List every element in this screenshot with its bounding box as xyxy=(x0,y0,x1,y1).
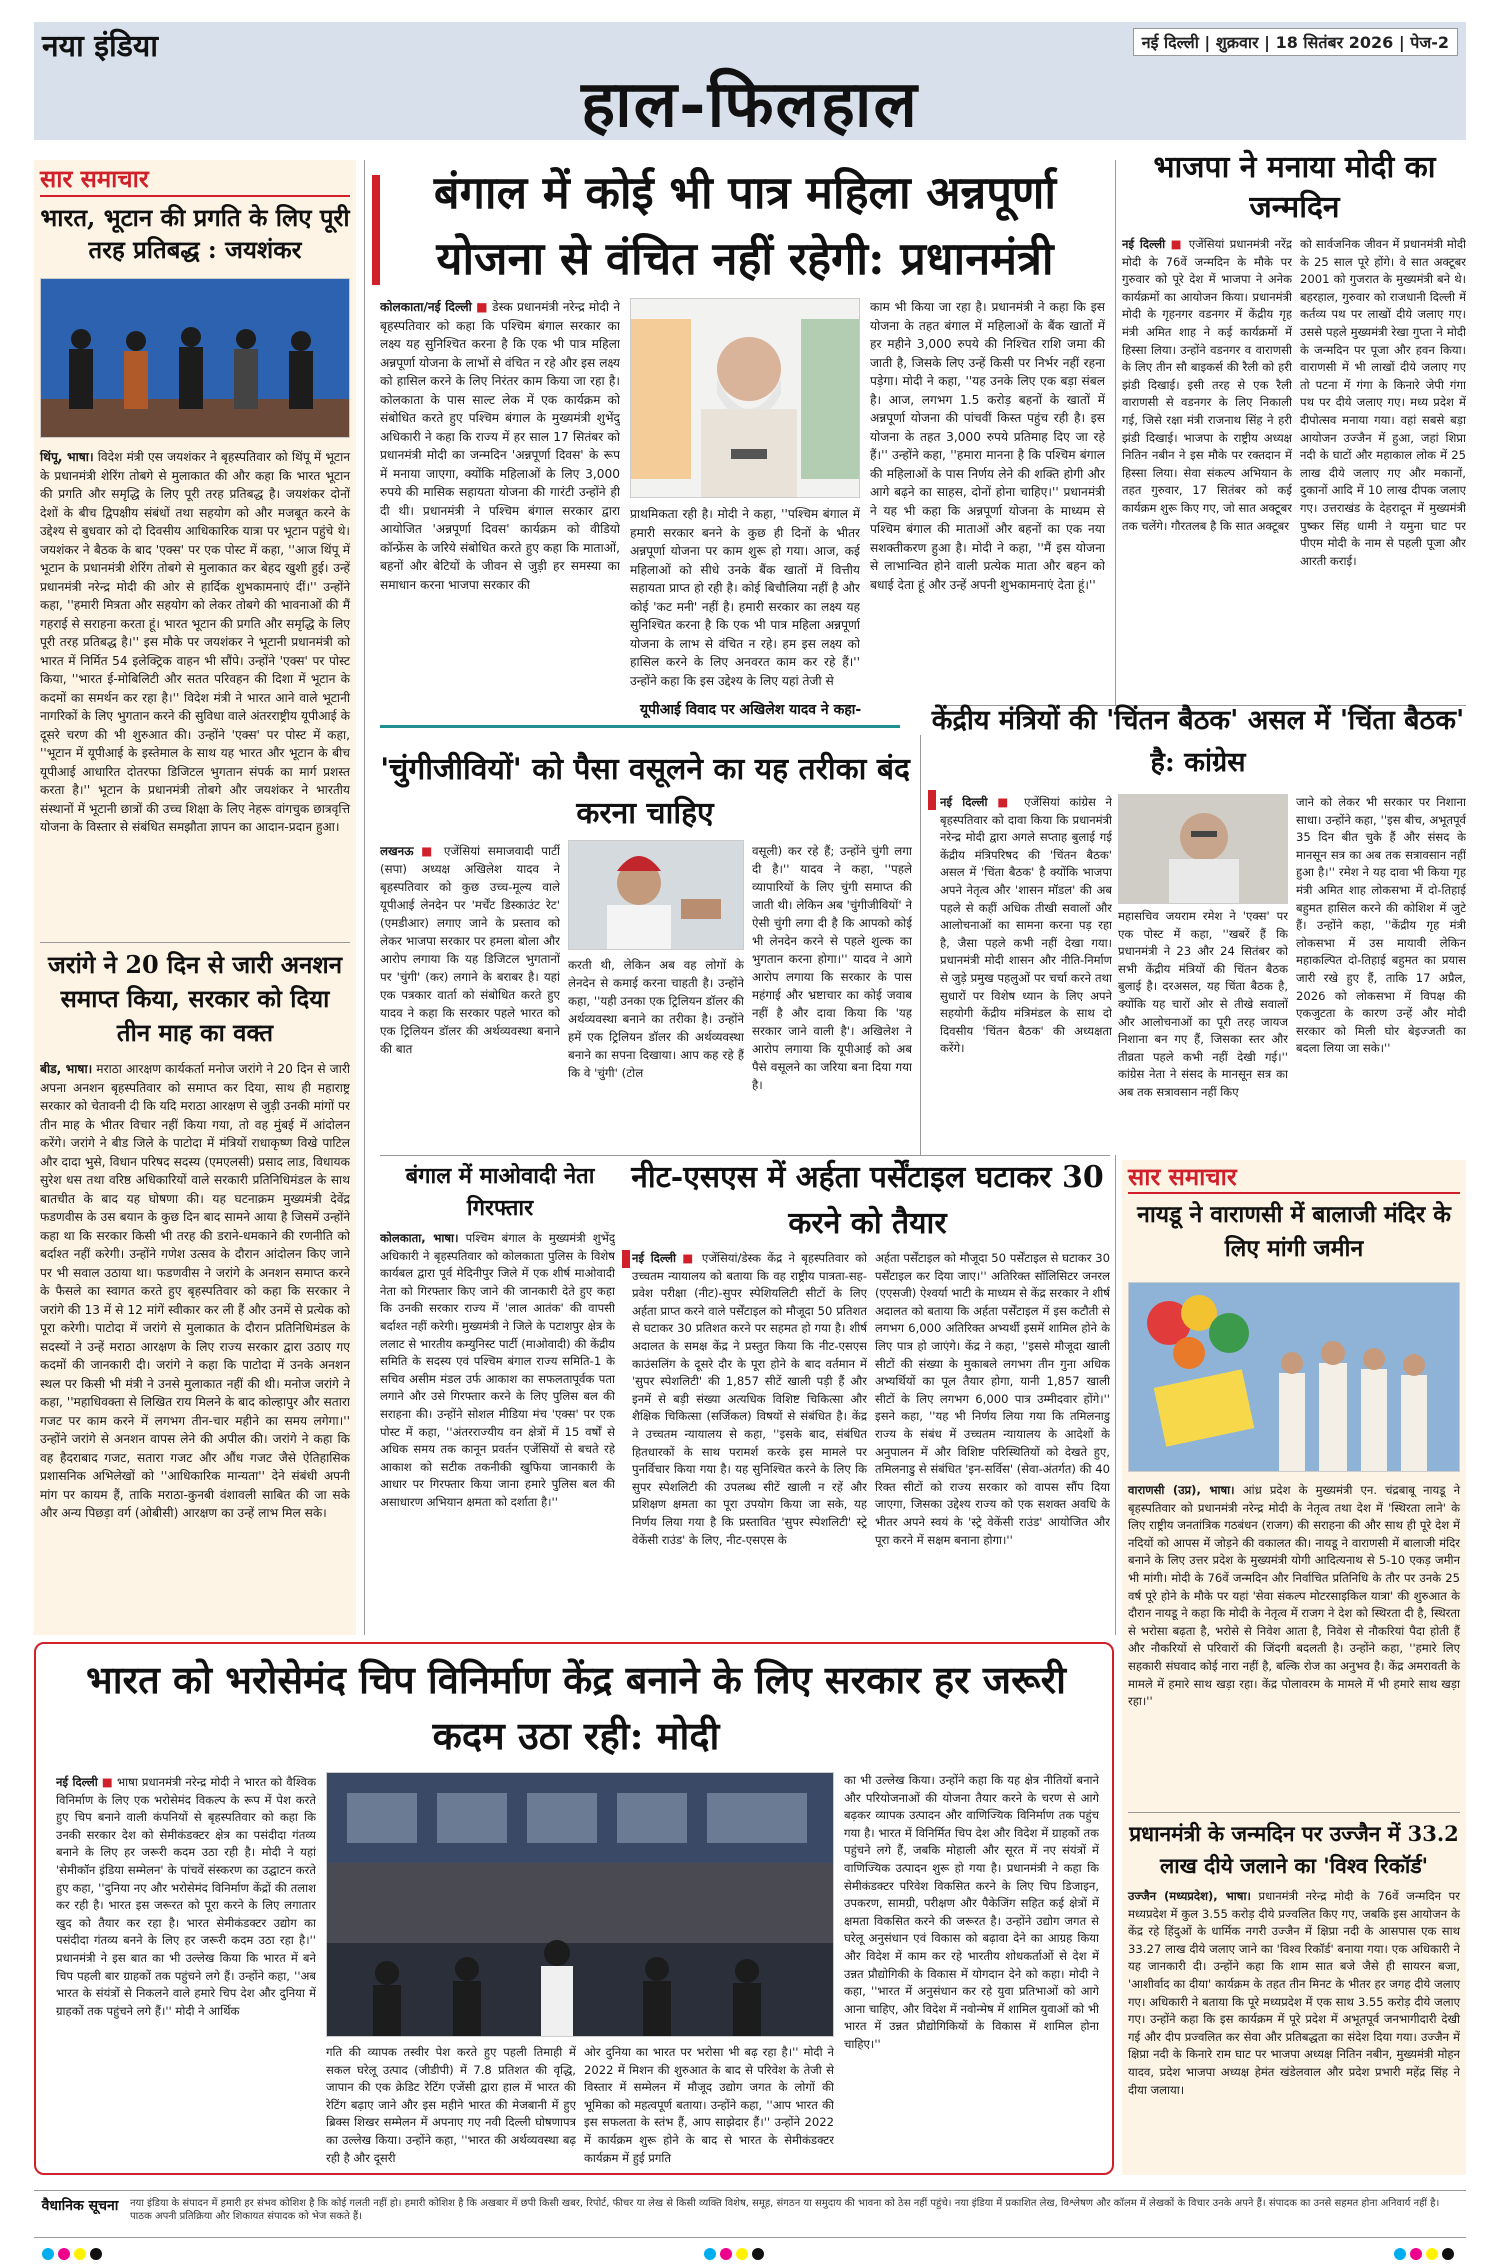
lead-headline: बंगाल में कोई भी पात्र महिला अन्नपूर्णा योजना से वंचित नहीं रहेगी: प्रधानमंत्री xyxy=(433,166,1057,285)
akhilesh-col-2 xyxy=(568,956,744,1152)
dateline: कोलकाता, भाषा। xyxy=(380,1231,459,1245)
red-marker xyxy=(622,1250,630,1268)
story-body xyxy=(40,1060,350,1625)
story-text: विदेश मंत्री एस जयशंकर ने बृहस्पतिवार को थिंपू में भूटान के प्रधानमंत्री शेरिंग तोबगे से मुलाकात की और कहा कि भारत भूटान की प्रगति और समृद्धि के लिए पूरी तरह प्रतिबद्ध है। जयशंकर दोनों देशों के बीच द्विपक्षीय संबंधों तथा सहयोग को और मजबूत करने के उद्देश्य से बुधवार को दो दिवसीय आधिकारिक यात्रा पर भूटान पहुंचे थे। जयशंकर ने बैठक के बाद 'एक्स' पर एक पोस्ट में कहा, ''आज थिंपू में भूटान के प्रधानमंत्री शेरिंग तोबगे से मुलाकात कर बेहद खुशी हुई। उन्हें प्रधानमंत्री नरेन्द्र मोदी की ओर से हार्दिक शुभकामनाएं दीं।'' उन्होंने कहा, ''हमारी मित्रता और सहयोग को लेकर तोबगे की भावनाओं की मैं गहराई से सराहना करता हूं। भारत भूटान की प्रगति और समृद्धि के लिए पूरी तरह प्रतिबद्ध है।'' इस मौके पर जयशंकर ने भूटानी प्रधानमंत्री को भारत में निर्मित 54 इलेक्ट्रिक वाहन भी सौंपे। उन्होंने 'एक्स' पर पोस्ट किया, ''भारत ई-मोबिलिटी और सतत परिवहन की दिशा में भूटान के कदमों का समर्थन कर रहा है।'' विदेश मंत्री ने भारत आने वाले भूटानी नागरिकों के लिए भुगतान करने की सुविधा वाले अंतरराष्ट्रीय यूपीआई के दूसरे चरण की भी शुरुआत की। उन्होंने 'एक्स' पर पोस्ट में कहा, ''भूटान में यूपीआई के इस्तेमाल के साथ यह भारत और भूटान के बीच यूपीआई आधारित दोतरफा डिजिटल भुगतान संपर्क का मार्ग प्रशस्त करता है।'' भूटान के प्रधानमंत्री तोबगे और जयशंकर ने भारतीय संस्थानों में भूटानी छात्रों की उच्च शिक्षा के लिए नेहरू वांगचुक छात्रवृत्ति योजना के विस्तार से संबंधित समझौता ज्ञापन का आदान-प्रदान हुआ। xyxy=(40,450,350,834)
dateline: कोलकाता/नई दिल्ली xyxy=(380,300,472,314)
maoist-headline: बंगाल में माओवादी नेता गिरफ्तार xyxy=(405,1163,595,1221)
story-text: का भी उल्लेख किया। उन्होंने कहा कि यह क्षेत्र नीतियों बनाने और परियोजनाओं की योजना तैयार करने के चरण से आगे बढ़कर व्यापक उत्पादन और वाणिज्यिक विनिर्माण तक पहुंच गया है। भारत में विनिर्मित चिप देश और विदेश में ग्राहकों तक पहुंचने लगे हैं, जबकि मोहाली और सूरत में नए संयंत्रों में वाणिज्यिक उत्पादन शुरू हो गया है। प्रधानमंत्री ने कहा कि सेमीकंडक्टर परिवेश विकसित करने के लिए चिप डिजाइन, उपकरण, सामग्री, परीक्षण और पैकेजिंग सहित कई क्षेत्रों में क्षमता विकसित करने की जरूरत है। उन्होंने उद्योग जगत से घरेलू अनुसंधान एवं विकास को बढ़ावा देने का आग्रह किया और विदेश में काम कर रहे भारतीय शोधकर्ताओं से देश में उन्नत प्रौद्योगिकी के विकास में योगदान देने को कहा। मोदी ने कहा, ''भारत में अनुसंधान कर रहे युवा प्रतिभाओं को आगे आना चाहिए, और विदेश में नवोन्मेष में शामिल युवाओं को भी भारत में उन्नत प्रौद्योगिकियों के विकास में शामिल होना चाहिए।'' xyxy=(844,1773,1099,2051)
chip-col-1: नई दिल्ली ■ भाषा प्रधानमंत्री नरेन्द्र मोदी ने भारत को वैश्विक विनिर्माण के लिए एक भरोसेमंद विकल्प के रूप में पेश करते हुए चिप बनाने वाली कंपनियों से बृहस्पतिवार को कहा कि उनकी सरकार देश को सेमीकंडक्टर क्षेत्र का पसंदीदा गंतव्य बनाने के लिए हर जरूरी कदम उठा रही है। मोदी ने यहां 'सेमीकॉन इंडिया सम्मेलन' के पांचवें संस्करण का उद्घाटन करते हुए कहा, ''दुनिया नए और भरोसेमंद विनिर्माण केंद्रों की तलाश कर रही है। भारत इस जरूरत को पूरा करने के लिए लगातार खुद को तैयार कर रहा है। भारत सेमीकंडक्टर उद्योग का पसंदीदा गंतव्य बनने के लिए हर जरूरी कदम उठा रहा है।'' प्रधानमंत्री ने इस बात का भी उल्लेख किया कि भारत में बने चिप पहली बार ग्राहकों तक पहुंचने लगे हैं। उन्होंने कहा, ''अब भारत के संयंत्रों से निकलने वाले हमारे चिप देश और दुनिया में ग्राहकों तक पहुंचने लगे हैं।'' मोदी ने आर्थिक xyxy=(56,1775,316,2018)
story-text: केंद्र ने बृहस्पतिवार को उच्चतम न्यायालय को बताया कि वह राष्ट्रीय पात्रता-सह-प्रवेश परीक्षा (नीट)-सुपर स्पेशियलिटी सीटों के लिए अर्हता प्राप्त करने वाले पर्सेंटाइल को मौजूदा 50 प्रतिशत से घटाकर 30 प्रतिशत करने पर सहमत हो गया है। शीर्ष अदालत के समक्ष केंद्र ने प्रस्तुत किया कि नीट-एसएस काउंसलिंग के दूसरे दौर के पूरा होने के बाद वर्तमान में 'सुपर स्पेशलिटी' की 1,857 सीटें खाली पड़ी हैं और इनमें से बड़ी संख्या अत्यधिक विशिष्ट चिकित्सा और शैक्षिक चिकित्सा (सर्जिकल) विषयों से संबंधित है। केंद्र ने उच्चतम न्यायालय से कहा, ''इसके बाद, संबंधित हितधारकों के साथ परामर्श करके इस मामले पर पुनर्विचार किया गया है। यह सुनिश्चित करने के लिए कि सुपर स्पेशलिटी की उपलब्ध सीटें खाली न रहें और प्रशिक्षण क्षमता का पूरा उपयोग किया जा सके, यह निर्णय लिया गया है कि प्रस्तावित 'सुपर स्पेशलिटी' स्ट्रे वेकेंसी राउंड' के लिए, नीट-एसएस के xyxy=(632,1251,867,1547)
section-label: सार समाचार xyxy=(40,164,149,193)
bjp-col-2 xyxy=(1300,236,1466,701)
agency: डेस्क xyxy=(492,300,513,314)
story-text: महासचिव जयराम रमेश ने 'एक्स' पर एक पोस्ट में कहा, ''खबरें हैं कि प्रधानमंत्री ने 23 और 24 सितंबर को सभी केंद्रीय मंत्रियों की चिंतन बैठक बुलाई है। दरअसल, यह चिंता बैठक है, क्योंकि यह चारों ओर से तीखे सवालों और आलोचनाओं का पूरी तरह जायज निशाना बन गए हैं, जिसका स्तर और तीव्रता पहले कभी नहीं देखी गई।'' कांग्रेस नेता ने संसद के मानसून सत्र का अब तक सत्रावसान नहीं किए xyxy=(1118,909,1288,1099)
dateline: नई दिल्ली xyxy=(56,1775,98,1789)
story-text: वसूली) कर रहे हैं; उन्होंने चुंगी लगा दी है।'' यादव ने कहा, ''पहले व्यापारियों के लिए चुंगी समाप्त की जाती थी। लेकिन अब 'चुंगीजीवियों' ने ऐसी चुंगी लगा दी है कि आपको कोई भी लेनदेन करने से पहले शुल्क का भुगतान करना होगा।'' यादव ने आगे आरोप लगाया कि सरकार के पास महंगाई और भ्रष्टाचार का कोई जवाब नहीं है और दावा किया कि 'यह सरकार जाने वाली है'। अखिलेश ने आरोप लगाया कि यूपीआई को अब पैसे वसूलने का जरिया बना दिया गया है। xyxy=(752,844,912,1092)
lead-col-2 xyxy=(630,505,860,718)
ujjain-body xyxy=(1128,1888,1460,2099)
logo: नया इंडिया xyxy=(42,29,158,64)
section-title: हाल-फिलहाल xyxy=(581,67,919,142)
story-text: जाने को लेकर भी सरकार पर निशाना साधा। उन्होंने कहा, ''इस बीच, अभूतपूर्व 35 दिन बीत चुके हैं और संसद के मानसून सत्र का अब तक सत्रावसान नहीं हुआ है।'' रमेश ने यह दावा भी किया गृह मंत्री अमित शाह लोकसभा में दो-तिहाई बहुमत हासिल करने की कोशिश में जुटे हैं। उन्होंने कहा, ''केंद्रीय गृह मंत्री लोकसभा में उस मायावी लेकिन महाकल्पित दो-तिहाई बहुमत का प्रयास जारी रखे हुए हैं, ताकि 17 अप्रैल, 2026 को लोकसभा में विपक्ष की एकजुटता के कारण उन्हें और मोदी सरकार को मिली घोर बेइज्जती का बदला लिया जा सके।'' xyxy=(1296,795,1466,1056)
naidu-body xyxy=(1128,1482,1460,1711)
naidu-photo xyxy=(1128,1282,1460,1472)
story-text: करती थी, लेकिन अब वह लोगों के लेनदेन से कमाई करना चाहती है। उन्होंने कहा, ''यही उनका एक ट्रिलियन डॉलर की अर्थव्यवस्था बनाने का तरीका है। उन्होंने हमें एक ट्रिलियन डॉलर की अर्थव्यवस्था बनाने का सपना दिखाया। आप कह रहे हैं कि वे 'चुंगी' (टोल xyxy=(568,958,744,1080)
story-headline: भारत, भूटान की प्रगति के लिए पूरी तरह प्रतिबद्ध : जयशंकर xyxy=(40,203,350,264)
portrait-illustration xyxy=(569,841,744,950)
red-marker xyxy=(372,175,380,285)
story-text: प्राथमिकता रही है। मोदी ने कहा, ''पश्चिम बंगाल में हमारी सरकार बनने के कुछ ही दिनों के भीतर अन्नपूर्णा योजना पर काम शुरू हो गया। आज, कई महिलाओं को सीधे उनके बैंक खातों में वित्तीय सहायता प्राप्त हो रही है। कोई बिचौलिया नहीं है और कोई 'कट मनी' नहीं है। हमारी सरकार का लक्ष्य यह सुनिश्चित करना है कि एक भी पात्र महिला अन्नपूर्णा योजना के लाभ से वंचित न रहे। हम इस लक्ष्य को हासिल करने के लिए अनवरत काम कर रहे हैं।'' उन्होंने कहा कि इस उद्देश्य के लिए यहां तेजी से xyxy=(630,507,860,688)
teal-rule xyxy=(380,725,900,728)
dateline: वाराणसी (उप्र), भाषा। xyxy=(1128,1483,1235,1497)
story-text: गति की व्यापक तस्वीर पेश करते हुए पहली तिमाही में सकल घरेलू उत्पाद (जीडीपी) में 7.8 प्रतिशत की वृद्धि, जापान की एक क्रेडिट रेटिंग एजेंसी द्वारा हाल में भारत की रेटिंग बढ़ाए जाने और इस महीने भारत की मेजबानी में हुए ब्रिक्स शिखर सम्मेलन में अपनाए गए नवी दिल्ली घोषणापत्र का उल्लेख किया। उन्होंने कहा, ''भारत की अर्थव्यवस्था बढ़ रही है और दूसरी xyxy=(326,2045,576,2165)
akhilesh-col-1: लखनऊ ■ एजेंसियां समाजवादी पार्टी (सपा) अध्यक्ष अखिलेश यादव ने बृहस्पतिवार को कुछ उच्च-मूल्य वाले यूपीआई लेनदेन पर 'मर्चेंट डिस्काउंट रेट' (एमडीआर) लगाए जाने के प्रस्ताव को लेकर भाजपा सरकार पर हमला बोला और आरोप लगाया कि यह डिजिटल भुगतानों पर 'चुंगी' (कर) लगाने के बराबर है। यहां एक पत्रकार वार्ता को संबोधित करते हुए यादव ने कहा कि सरकार पहले भारत को एक ट्रिलियन डॉलर की अर्थव्यवस्था बनाने की बात xyxy=(380,844,560,1056)
column-rule xyxy=(364,160,365,1635)
congress-headline: केंद्रीय मंत्रियों की 'चिंतन बैठक' असल में 'चिंता बैठक' है: कांग्रेस xyxy=(931,705,1465,778)
story-text: काम भी किया जा रहा है। प्रधानमंत्री ने कहा कि इस योजना के तहत बंगाल में महिलाओं के बैंक खातों में हर महीने 3,000 रुपये की निश्चित राशि जमा की जाती है, जिसके लिए उन्हें किसी पर निर्भर नहीं रहना पड़ेगा। मोदी ने कहा, ''यह उनके लिए एक बड़ा संबल है। आज, लगभग 1.5 करोड़ बहनों के खातों में अन्नपूर्णा योजना की पांचवीं किस्त पहुंच रही है। इस योजना के तहत 3,000 रुपये प्रतिमाह दिए जा रहे हैं।'' उन्होंने कहा, ''हमारा मानना है कि पश्चिम बंगाल की महिलाओं के पास निर्णय लेने की शक्ति होगी और आगे बढ़ने का साहस, दोनों होना चाहिए।'' प्रधानमंत्री ने यह भी कहा कि अन्नपूर्णा योजना के माध्यम से पश्चिम बंगाल की माताओं और बहनों का एक नया सशक्तीकरण हुआ है। मोदी ने कहा, ''मैं इस योजना से लाभान्वित होने वाली प्रत्येक माता और बहन को बधाई देता हूं और उन्हें अपनी शुभकामनाएं देता हूं।'' xyxy=(870,300,1105,592)
chip-col-4 xyxy=(844,1772,1099,2169)
agency: एजेंसियां xyxy=(1024,795,1060,809)
registration-marks xyxy=(40,2246,1460,2260)
bjp-col-1: नई दिल्ली ■ एजेंसियां प्रधानमंत्री नरेंद्र मोदी के 76वें जन्मदिन के मौके पर गुरुवार को पूरे देश में भाजपा ने अनेक कार्यक्रमों का आयोजन किया। प्रधानमंत्री मोदी के गृहनगर वडनगर में केंद्रीय गृह मंत्री अमित शाह ने कई कार्यक्रमों में हिस्सा लिया। उन्होंने वडनगर व वाराणसी के लिए तीन सौ बाइकर्स की रैली को हरी झंडी दिखाई। इसी तरह से एक रैली वाराणसी से वडनगर के लिए निकाली गई, जिसे रक्षा मंत्री राजनाथ सिंह ने हरी झंडी दिखाई। भाजपा के राष्ट्रीय अध्यक्ष नितिन नबीन ने इस मौके पर रक्तदान में हिस्सा लिया। सेवा संकल्प अभियान के तहत गुरुवार, 17 सितंबर को कई कार्यक्रम शुरू किए गए, जो सात अक्टूबर तक चलेंगे। गौरतलब है कि सात अक्टूबर xyxy=(1122,237,1292,533)
column-rule xyxy=(1115,1155,1116,1635)
label-rule xyxy=(1128,1192,1460,1194)
story-text: पश्चिम बंगाल के मुख्यमंत्री शुभेंदु अधिकारी ने बृहस्पतिवार को कोलकाता पुलिस के विशेष कार्यबल द्वारा पूर्व मेदिनीपुर जिले में एक शीर्ष माओवादी नेता को गिरफ्तार किए जाने की जानकारी देते हुए कहा कि उनकी सरकार राज्य में 'लाल आतंक' की वापसी बर्दाश्त नहीं करेगी। मुख्यमंत्री ने जिले के पटाशपुर क्षेत्र के ललाट से भारतीय कम्युनिस्ट पार्टी (माओवादी) की केंद्रीय समिति के सदस्य एवं पश्चिम बंगाल राज्य समिति-1 के सचिव असीम मंडल उर्फ आकाश का सफलतापूर्वक पता लगाने और उसे गिरफ्तार करने के लिए पुलिस बल की सराहना की। उन्होंने सोशल मीडिया मंच 'एक्स' पर एक पोस्ट में कहा, ''अंतरराज्यीय वन क्षेत्रों में 15 वर्षों से अधिक समय तक कानून प्रवर्तन एजेंसियों से बचते रहे आकाश को सटीक तकनीकी खुफिया जानकारी के आधार पर गिरफ्तार किया जाना हमारे पुलिस बल की असाधारण अभियान क्षमता को दर्शाता है।'' xyxy=(380,1231,615,1509)
lead-col-3 xyxy=(870,298,1105,718)
footer-text: नया इंडिया के संपादन में हमारी हर संभव कोशिश है कि कोई गलती नहीं हो। हमारी कोशिश है कि अखबार में छपी किसी खबर, रिपोर्ट, फीचर या लेख से किसी व्यक्ति विशेष, समूह, संगठन या समुदाय की भावना को ठेस नहीं पहुंचे। नया इंडिया में प्रकाशित लेख, विश्लेषण और कॉलम में लेखकों के विचार उनके अपने हैं। संपादक का उनसे सहमत होना अनिवार्य नहीं है। पाठक अपनी प्रतिक्रिया और शिकायत संपादक को भेज सकते हैं। xyxy=(130,2198,1440,2222)
crowd-illustration xyxy=(1129,1283,1460,1472)
story-text: ओर दुनिया का भारत पर भरोसा भी बढ़ रहा है।'' मोदी ने 2022 में मिशन की शुरुआत के बाद से परिवेश के तेजी से विस्तार में सम्मेलन में मौजूद उद्योग जगत के लोगों की भूमिका को महत्वपूर्ण बताया। उन्होंने कहा, ''आप भारत की इस सफलता के स्तंभ हैं, आप साझेदार हैं।'' उन्होंने 2022 में कार्यक्रम शुरू होने के बाद से भारत के सेमीकंडक्टर कार्यक्रम में हुई प्रगति xyxy=(584,2045,834,2165)
masthead xyxy=(34,22,1466,140)
dateline: लखनऊ xyxy=(380,844,414,858)
divider xyxy=(1128,1812,1460,1813)
lead-col-1: कोलकाता/नई दिल्ली ■ डेस्क प्रधानमंत्री नरेन्द्र मोदी ने बृहस्पतिवार को कहा कि पश्चिम बंगाल सरकार का लक्ष्य यह सुनिश्चित करना है कि एक भी पात्र महिला अन्नपूर्णा योजना के लाभों से वंचित न रहे और इस लक्ष्य को हासिल करने के लिए निरंतर काम किया जा रहा है। कोलकाता के पास साल्ट लेक में एक कार्यक्रम को संबोधित करते हुए पश्चिम बंगाल के मुख्यमंत्री शुभेंदु अधिकारी ने कहा कि राज्य में हर साल 17 सितंबर को प्रधानमंत्री मोदी का जन्मदिन 'अन्नपूर्णा दिवस' के रूप में मनाया जाएगा, क्योंकि महिलाओं के लिए 3,000 रुपये की मासिक सहायता योजना की गारंटी उन्होंने ही दी थी। प्रधानमंत्री ने पश्चिम बंगाल सरकार द्वारा आयोजित 'अन्नपूर्णा दिवस' कार्यक्रम को वीडियो कॉन्फ्रेंस के जरिये संबोधित करते हुए कहा कि माताओं, बहनों और बेटियों के जीवन से जुड़ी हर समस्या का समाधान करना भाजपा सरकार की xyxy=(380,300,620,592)
agency: एजेंसियां xyxy=(443,844,481,858)
news-photo xyxy=(40,278,350,438)
chip-col-3 xyxy=(584,2044,834,2169)
footer xyxy=(34,2190,1466,2238)
agency: एजेंसियां/डेस्क xyxy=(701,1251,762,1265)
story-text: प्रधानमंत्री नरेन्द्र मोदी ने बृहस्पतिवार को कहा कि पश्चिम बंगाल सरकार का लक्ष्य यह सुनिश्चित करना है कि एक भी पात्र महिला अन्नपूर्णा योजना के लाभों से वंचित न रहे और इस लक्ष्य को हासिल करने के लिए निरंतर काम किया जा रहा है। कोलकाता के पास साल्ट लेक में एक कार्यक्रम को संबोधित करते हुए पश्चिम बंगाल के मुख्यमंत्री शुभेंदु अधिकारी ने कहा कि राज्य में हर साल 17 सितंबर को प्रधानमंत्री मोदी का जन्मदिन 'अन्नपूर्णा दिवस' के रूप में मनाया जाएगा, क्योंकि महिलाओं के लिए 3,000 रुपये की मासिक सहायता योजना की गारंटी उन्होंने ही दी थी। प्रधानमंत्री ने पश्चिम बंगाल सरकार द्वारा आयोजित 'अन्नपूर्णा दिवस' कार्यक्रम को वीडियो कॉन्फ्रेंस के जरिये संबोधित करते हुए कहा कि माताओं, बहनों और बेटियों के जीवन से जुड़ी हर समस्या का समाधान करना भाजपा सरकार की xyxy=(380,300,620,592)
chip-col-2 xyxy=(326,2044,576,2169)
dateline: नई दिल्ली xyxy=(1122,237,1166,251)
story-text: प्रधानमंत्री नरेन्द्र मोदी ने भारत को वैश्विक विनिर्माण के लिए एक भरोसेमंद विकल्प के रूप में पेश करते हुए चिप बनाने वाली कंपनियों से बृहस्पतिवार को कहा कि उनकी सरकार देश को सेमीकंडक्टर क्षेत्र का पसंदीदा गंतव्य बनाने के लिए हर जरूरी कदम उठा रही है। मोदी ने यहां 'सेमीकॉन इंडिया सम्मेलन' के पांचवें संस्करण का उद्घाटन करते हुए कहा, ''दुनिया नए और भरोसेमंद विनिर्माण केंद्रों की तलाश कर रही है। भारत इस जरूरत को पूरा करने के लिए लगातार खुद को तैयार कर रहा है। भारत सेमीकंडक्टर उद्योग का पसंदीदा गंतव्य बनने के लिए हर जरूरी कदम उठा रहा है।'' प्रधानमंत्री ने इस बात का भी उल्लेख किया कि भारत में बने चिप पहली बार ग्राहकों तक पहुंचने लगे हैं। उन्होंने कहा, ''अब भारत के संयंत्रों से निकलने वाले हमारे चिप देश और दुनिया में ग्राहकों तक पहुंचने लगे हैं।'' मोदी ने आर्थिक xyxy=(56,1775,316,2018)
story-text: कांग्रेस ने बृहस्पतिवार को दावा किया कि प्रधानमंत्री नरेन्द्र मोदी द्वारा अगले सप्ताह बुलाई गई केंद्रीय मंत्रिपरिषद की 'चिंतन बैठक' असल में 'चिंता बैठक' है क्योंकि भाजपा अपने नेतृत्व और 'शासन मॉडल' की अब पहले से कहीं अधिक तीखी सवालों और आलोचनाओं का सामना करना पड़ रहा है, जैसा पहले कभी नहीं देखा गया। प्रधानमंत्री मोदी शासन और नीति-निर्माण से जुड़े प्रमुख पहलुओं पर चर्चा करने तथा सुधारों पर विशेष ध्यान के लिए अपने सहयोगी केंद्रीय मंत्रिमंडल के साथ दो दिवसीय 'चिंतन बैठक' की अध्यक्षता करेंगे। xyxy=(940,795,1112,1056)
left-column xyxy=(34,160,356,1635)
people-illustration xyxy=(41,279,350,438)
column-rule xyxy=(920,735,921,1155)
story-text: प्रधानमंत्री नरेंद्र मोदी के 76वें जन्मदिन के मौके पर गुरुवार को पूरे देश में भाजपा ने अनेक कार्यक्रमों का आयोजन किया। प्रधानमंत्री मोदी के गृहनगर वडनगर में केंद्रीय गृह मंत्री अमित शाह ने कई कार्यक्रमों में हिस्सा लिया। उन्होंने वडनगर व वाराणसी के लिए तीन सौ बाइकर्स की रैली को हरी झंडी दिखाई। इसी तरह से एक रैली वाराणसी से वडनगर के लिए निकाली गई, जिसे रक्षा मंत्री राजनाथ सिंह ने हरी झंडी दिखाई। भाजपा के राष्ट्रीय अध्यक्ष नितिन नबीन ने इस मौके पर रक्तदान में हिस्सा लिया। सेवा संकल्प अभियान के तहत गुरुवार, 17 सितंबर को कई कार्यक्रम शुरू किए गए, जो सात अक्टूबर तक चलेंगे। गौरतलब है कि सात अक्टूबर xyxy=(1122,237,1292,533)
speaker-illustration xyxy=(631,299,860,498)
chip-story-box xyxy=(34,1642,1114,2175)
portrait-illustration xyxy=(1119,795,1288,904)
congress-col-3 xyxy=(1296,794,1466,1152)
dateline: बीड, भाषा। xyxy=(40,1062,93,1076)
jairam-photo xyxy=(1118,794,1288,904)
ujjain-headline: प्रधानमंत्री के जन्मदिन पर उज्जैन में 33.2 लाख दीये जलाने का 'विश्व रिकॉर्ड' xyxy=(1129,1821,1459,1878)
akhilesh-headline: 'चुंगीजीवियों' को पैसा वसूलने का यह तरीका बंद करना चाहिए xyxy=(380,752,910,831)
dateline: उज्जैन (मध्यप्रदेश), भाषा। xyxy=(1128,1889,1251,1903)
story-body xyxy=(40,448,350,837)
chip-headline: भारत को भरोसेमंद चिप विनिर्माण केंद्र बनाने के लिए सरकार हर जरूरी कदम उठा रही: मोदी xyxy=(85,1657,1066,1758)
story-text: को सार्वजनिक जीवन में प्रधानमंत्री मोदी के 25 साल पूरे होंगे। वे सात अक्टूबर 2001 को गुजरात के मुख्यमंत्री बने थे। बहरहाल, गुरुवार को राजधानी दिल्ली में कर्तव्य पथ पर लाखों दीये जलाए गए। उससे पहले मुख्यमंत्री रेखा गुप्ता ने मोदी के जन्मदिन पर पूजा और हवन किया। वाराणसी में भी लाखों दीये जलाए गए तो पटना में गंगा के किनारे जेपी गंगा पथ पर दीये जलाए गए। मध्य प्रदेश में दीपोत्सव मनाया गया। वहां सबसे बड़ा आयोजन उज्जैन में हुआ, जहां शिप्रा नदी के घाटों और महाकाल लोक में 25 लाख दीये जलाए गए और मकानों, दुकानों आदि में 10 लाख दीपक जलाए गए। उत्तराखंड के देहरादून में मुख्यमंत्री पुष्कर सिंह धामी ने यमुना घाट पर पीएम मोदी के नाम से पहली पूजा और आरती कराई। xyxy=(1300,237,1466,568)
congress-col-1: नई दिल्ली ■ एजेंसियां कांग्रेस ने बृहस्पतिवार को दावा किया कि प्रधानमंत्री नरेन्द्र मोदी द्वारा अगले सप्ताह बुलाई गई केंद्रीय मंत्रिपरिषद की 'चिंतन बैठक' असल में 'चिंता बैठक' है क्योंकि भाजपा अपने नेतृत्व और 'शासन मॉडल' की अब पहले से कहीं अधिक तीखी सवालों और आलोचनाओं का सामना करना पड़ रहा है, जैसा पहले कभी नहीं देखा गया। प्रधानमंत्री मोदी शासन और नीति-निर्माण से जुड़े प्रमुख पहलुओं पर चर्चा करने तथा सुधारों पर विशेष ध्यान के लिए अपने सहयोगी केंद्रीय मंत्रिमंडल के साथ दो दिवसीय 'चिंतन बैठक' की अध्यक्षता करेंगे। xyxy=(940,795,1112,1056)
agency: भाषा xyxy=(117,1775,138,1789)
bjp-headline: भाजपा ने मनाया मोदी का जन्मदिन xyxy=(1153,150,1436,225)
divider xyxy=(40,942,350,943)
section-label: सार समाचार xyxy=(1128,1162,1237,1191)
neet-col-2 xyxy=(875,1250,1110,1630)
story-text: समाजवादी पार्टी (सपा) अध्यक्ष अखिलेश यादव ने बृहस्पतिवार को कुछ उच्च-मूल्य वाले यूपीआई लेनदेन पर 'मर्चेंट डिस्काउंट रेट' (एमडीआर) लगाए जाने के प्रस्ताव को लेकर भाजपा सरकार पर हमला बोला और आरोप लगाया कि यह डिजिटल भुगतानों पर 'चुंगी' (कर) लगाने के बराबर है। यहां एक पत्रकार वार्ता को संबोधित करते हुए यादव ने कहा कि सरकार पहले भारत को एक ट्रिलियन डॉलर की अर्थव्यवस्था बनाने की बात xyxy=(380,844,560,1056)
dateline: नई दिल्ली xyxy=(940,795,988,809)
related-link[interactable]: यूपीआई विवाद पर अखिलेश यादव ने कहा- xyxy=(640,700,940,719)
label-rule xyxy=(40,195,350,197)
congress-col-2 xyxy=(1118,908,1288,1152)
modi-photo xyxy=(630,298,860,498)
conference-illustration xyxy=(327,1773,834,2037)
dateline: थिंपू, भाषा। xyxy=(40,450,94,464)
story-text: प्रधानमंत्री नरेन्द्र मोदी के 76वें जन्मदिन पर मध्यप्रदेश में कुल 3.55 करोड़ दीये प्रज्वलित किए गए, जबकि इस आयोजन के केंद्र रहे हिंदुओं के धार्मिक नगरी उज्जैन में क्षिप्रा नदी के आसपास एक साथ 33.27 लाख दीये जलाए जाने का 'विश्व रिकॉर्ड' बनाया गया। एक अधिकारी ने यह जानकारी दी। उन्होंने कहा कि शाम सात बजे जैसे ही सायरन बजा, 'आशीर्वाद का दीया' कार्यक्रम के तहत तीन मिनट के भीतर हर जगह दीये जलाए गए। अधिकारी ने बताया कि पूरे मध्यप्रदेश में एक साथ 3.55 करोड़ दीये जलाए गए। उन्होंने कहा कि इस कार्यक्रम में पूरे प्रदेश में अभूतपूर्व जनभागीदारी देखी गई और दीप प्रज्वलित कर सेवा और प्रतिबद्धता का संदेश दिया गया। उज्जैन में क्षिप्रा नदी के किनारे राम घाट पर भाजपा अध्यक्ष नितिन नबीन, मुख्यमंत्री मोहन यादव, प्रदेश भाजपा अध्यक्ष हेमंत खंडेलवाल और प्रदेश प्रभारी महेंद्र सिंह ने दीया जलाया। xyxy=(1128,1889,1460,2097)
dateline: नई दिल्ली xyxy=(632,1251,676,1265)
footer-label: वैधानिक सूचना xyxy=(41,2198,119,2214)
neet-headline: नीट-एसएस में अर्हता पर्सेंटाइल घटाकर 30 करने को तैयार xyxy=(631,1160,1104,1241)
red-marker xyxy=(928,790,936,810)
story-text: मराठा आरक्षण कार्यकर्ता मनोज जरांगे ने 20 दिन से जारी अपना अनशन बृहस्पतिवार को समाप्त कर दिया, साथ ही महाराष्ट्र सरकार को चेतावनी दी कि यदि मराठा आरक्षण से जुड़ी उनकी मांगों पर तीन माह के भीतर विचार नहीं किया गया, तो वह मुंबई में आंदोलन करेंगे। जरांगे ने बीड जिले के पाटोदा में मंत्रियों राधाकृष्ण विखे पाटिल और दादा भुसे, विधान परिषद सदस्य (एमएलसी) प्रसाद लाड, विधायक सुरेश धस तथा वरिष्ठ अधिकारियों वाले सरकारी प्रतिनिधिमंडल के साथ बातचीत के बाद यह घोषणा की। यह घटनाक्रम मुख्यमंत्री देवेंद्र फडणवीस के उस बयान के कुछ दिन बाद सामने आया है जिसमें उन्होंने कहा था कि सरकार किसी भी तरह की डराने-धमकाने की रणनीति को बर्दाश्त नहीं करेगी। उन्होंने गणेश उत्सव के दौरान आंदोलन किए जाने पर भी सवाल उठाया था। फडणवीस ने जरांगे के अनशन समाप्त करने के फैसले का स्वागत करते हुए बृहस्पतिवार को कहा कि सरकार ने जरांगे की 13 में से 12 मांगें स्वीकार कर ली हैं और उनमें से प्रत्येक को पूरा करेगी। पाटोदा में जरांगे से मुलाकात के दौरान प्रतिनिधिमंडल के सदस्यों ने उन्हें मराठा आरक्षण के लिए राज्य सरकार द्वारा उठाए गए कदमों की जानकारी दी। जरांगे ने कहा कि पाटोदा में उनके अनशन स्थल पर किसी भी मंत्री ने उनसे मुलाकात नहीं की थी। मनोज जरांगे ने कहा, ''महाधिवक्ता से लिखित राय मिलने के बाद कोल्हापुर और सतारा गजट पर काम करने में लगभग तीन-चार महीने का समय लगेगा।'' उन्होंने जरांगे से अनशन वापस लेने की अपील की। जरांगे ने कहा कि वह हैदराबाद गजट, सतारा गजट और औंध गजट जैसे ऐतिहासिक प्रशासनिक अभिलेखों को ''आधिकारिक मान्यता'' देने संबंधी अपनी मांग पर कायम हैं, ताकि मराठा-कुनबी वंशावली साबित की जा सके और अन्य पिछड़ा वर्ग (ओबीसी) आरक्षण का उन्हें लाभ मिल सके। xyxy=(40,1062,350,1520)
story-text: अर्हता पर्सेंटाइल को मौजूदा 50 पर्सेंटाइल से घटाकर 30 पर्सेंटाइल कर दिया जाए।'' अतिरिक्त सॉलिसिटर जनरल (एएसजी) ऐश्वर्या भाटी के माध्यम से केंद्र सरकार ने शीर्ष अदालत को बताया कि अर्हता पर्सेंटाइल में इस कटौती से लगभग 6,000 अतिरिक्त अभ्यर्थी इसमें शामिल होने के लिए पात्र हो जाएंगे। केंद्र ने कहा, ''इससे मौजूदा खाली सीटों की संख्या के मुकाबले लगभग तीन गुना अधिक अभ्यर्थियों का पूल तैयार होगा, यानी 1,857 खाली सीटों के लिए लगभग 6,000 पात्र उम्मीदवार होंगे।'' इसने कहा, ''यह भी निर्णय लिया गया कि तमिलनाडु राज्य के संबंध में उच्चतम न्यायालय के आदेशों के अनुपालन में और विशिष्ट परिस्थितियों को देखते हुए, तमिलनाडु से संबंधित 'इन-सर्विस' (सेवा-अंतर्गत) की 40 रिक्त सीटों को राज्य सरकार को वापस सौंप दिया जाएगा, जिसका उद्देश्य राज्य को एक सशक्त अवधि के भीतर अपने स्वयं के 'स्ट्रे वेकेंसी राउंड' आयोजित और पूरा करने में सक्षम बनाना होगा।'' xyxy=(875,1251,1110,1547)
story-headline: जरांगे ने 20 दिन से जारी अनशन समाप्त किया, सरकार को दिया तीन माह का वक्त xyxy=(47,950,343,1047)
neet-col-1: नई दिल्ली ■ एजेंसियां/डेस्क केंद्र ने बृहस्पतिवार को उच्चतम न्यायालय को बताया कि वह राष्ट्रीय पात्रता-सह-प्रवेश परीक्षा (नीट)-सुपर स्पेशियलिटी सीटों के लिए अर्हता प्राप्त करने वाले पर्सेंटाइल को मौजूदा 50 प्रतिशत से घटाकर 30 प्रतिशत करने पर सहमत हो गया है। शीर्ष अदालत के समक्ष केंद्र ने प्रस्तुत किया कि नीट-एसएस काउंसलिंग के दूसरे दौर के पूरा होने के बाद वर्तमान में 'सुपर स्पेशलिटी' की 1,857 सीटें खाली पड़ी हैं और इनमें से बड़ी संख्या अत्यधिक विशिष्ट चिकित्सा और शैक्षिक चिकित्सा (सर्जिकल) विषयों से संबंधित है। केंद्र ने उच्चतम न्यायालय से कहा, ''इसके बाद, संबंधित हितधारकों के साथ परामर्श करके इस मामले पर पुनर्विचार किया गया है। यह सुनिश्चित करने के लिए कि सुपर स्पेशलिटी की उपलब्ध सीटें खाली न रहें और प्रशिक्षण क्षमता का पूरा उपयोग किया जा सके, यह निर्णय लिया गया है कि प्रस्तावित 'सुपर स्पेशलिटी' स्ट्रे वेकेंसी राउंड' के लिए, नीट-एसएस के xyxy=(632,1251,867,1547)
color-dots-illustration xyxy=(40,2247,1460,2261)
column-rule xyxy=(1115,160,1116,705)
story-text: आंध्र प्रदेश के मुख्यमंत्री एन. चंद्रबाबू नायडू ने बृहस्पतिवार को प्रधानमंत्री नरेन्द्र मोदी के नेतृत्व तथा देश में 'स्थिरता लाने' के लिए राष्ट्रीय जनतांत्रिक गठबंधन (राजग) की सराहना की और साथ ही पूरे देश में नदियों को आपस में जोड़ने की वकालत की। नायडू ने वाराणसी में बालाजी मंदिर बनाने के लिए उत्तर प्रदेश के मुख्यमंत्री योगी आदित्यनाथ से 5-10 एकड़ जमीन भी मांगी। मोदी के 76वें जन्मदिन और निर्वाचित प्रतिनिधि के तौर पर उनके 25 वर्ष पूरे होने के मौके पर यहां 'सेवा संकल्प मोटरसाइकिल यात्रा' की शुरुआत के दौरान नायडू ने कहा कि मोदी के नेतृत्व में राजग ने देश को स्थिरता दी है, स्थिरता से भरोसा बढ़ता है, भरोसे से निवेश आता है, निवेश से नौकरियां पैदा होती हैं और नौकरियों से परिवारों की जिंदगी बदलती है। उन्होंने कहा, ''हमारे लिए सहकारी संघवाद कोई नारा नहीं है, बल्कि रोज का अनुभव है। केंद्र अमरावती के मामले में हमारे साथ खड़ा रहा। केंद्र पोलावरम के मामले में भी हमारे साथ खड़ा रहा।'' xyxy=(1128,1483,1460,1709)
agency: एजेंसियां xyxy=(1188,237,1225,251)
naidu-headline: नायडू ने वाराणसी में बालाजी मंदिर के लिए मांगी जमीन xyxy=(1137,1201,1451,1262)
akhilesh-col-3 xyxy=(752,842,912,1152)
right-column xyxy=(1122,1160,1466,2175)
maoist-col-1 xyxy=(380,1230,615,1630)
semicon-photo xyxy=(326,1772,834,2037)
akhilesh-photo xyxy=(568,840,744,950)
date-line: नई दिल्ली | शुक्रवार | 18 सितंबर 2026 | पेज-2 xyxy=(1133,28,1458,56)
